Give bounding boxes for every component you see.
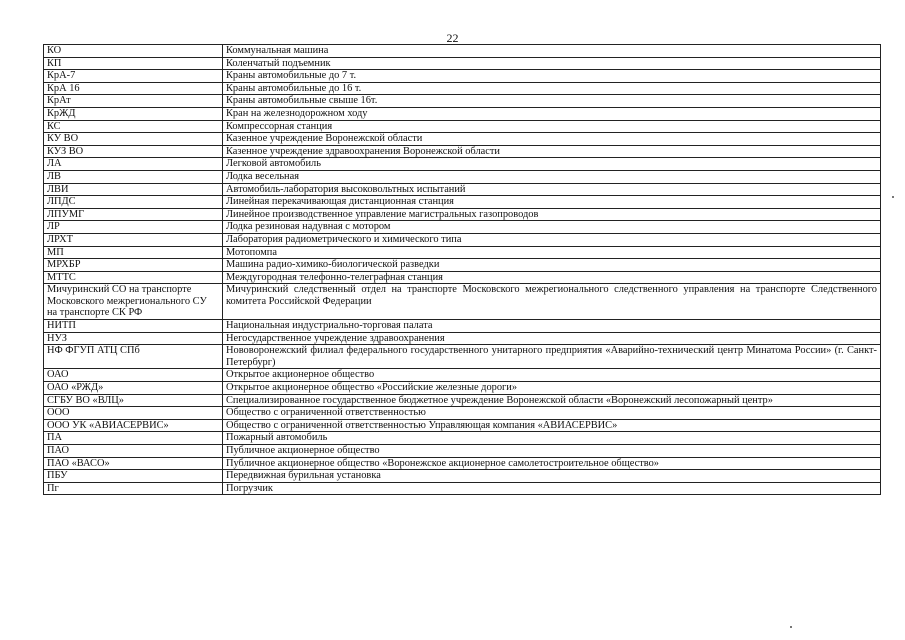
table-row [44, 320, 881, 333]
abbreviation-cell: КрАт [44, 95, 223, 108]
description-cell: Лодка резиновая надувная с мотором [223, 221, 881, 234]
abbreviation-cell: ПА [44, 432, 223, 445]
description-cell: Лодка весельная [223, 170, 881, 183]
table-row [44, 345, 881, 369]
description-cell: Линейная перекачивающая дистанционная станция [223, 196, 881, 209]
description-cell: Междугородная телефонно-телеграфная станция [223, 271, 881, 284]
abbreviation-cell: Пг [44, 482, 223, 495]
description-cell: Мичуринский следственный отдел на транспорте Московского межрегионального следственного управления на транспорте Следственного комитета Российской Федерации [223, 284, 881, 320]
table-row [44, 259, 881, 272]
abbreviation-cell: КП [44, 57, 223, 70]
table-row [44, 482, 881, 495]
abbreviation-cell: ЛВИ [44, 183, 223, 196]
description-cell: Общество с ограниченной ответственностью [223, 407, 881, 420]
description-cell: Кран на железнодорожном ходу [223, 107, 881, 120]
abbreviation-cell: ЛВ [44, 170, 223, 183]
abbreviation-cell: ЛПДС [44, 196, 223, 209]
table-row [44, 196, 881, 209]
description-cell: Публичное акционерное общество «Воронежское акционерное самолетостроительное общество» [223, 457, 881, 470]
description-cell: Легковой автомобиль [223, 158, 881, 171]
table-row [44, 57, 881, 70]
abbreviation-cell: КрЖД [44, 107, 223, 120]
description-cell: Негосударственное учреждение здравоохранения [223, 332, 881, 345]
description-cell: Специализированное государственное бюджетное учреждение Воронежской области «Воронежский лесопожарный центр» [223, 394, 881, 407]
abbreviation-cell: НФ ФГУП АТЦ СПб [44, 345, 223, 369]
abbreviation-cell: СГБУ ВО «ВЛЦ» [44, 394, 223, 407]
abbreviation-cell: КрА 16 [44, 82, 223, 95]
description-cell: Казенное учреждение Воронежской области [223, 133, 881, 146]
description-cell: Открытое акционерное общество «Российские железные дороги» [223, 382, 881, 395]
table-row [44, 271, 881, 284]
description-cell: Лаборатория радиометрического и химического типа [223, 233, 881, 246]
scan-speck-mark [892, 196, 894, 198]
table-row [44, 369, 881, 382]
table-row [44, 407, 881, 420]
table-row [44, 133, 881, 146]
table-row [44, 432, 881, 445]
abbreviation-cell: МП [44, 246, 223, 259]
abbreviation-cell: ЛРХТ [44, 233, 223, 246]
description-cell: Передвижная бурильная установка [223, 470, 881, 483]
table-row [44, 120, 881, 133]
abbreviations-table [43, 44, 881, 495]
description-cell: Автомобиль-лаборатория высоковольтных испытаний [223, 183, 881, 196]
table-row [44, 470, 881, 483]
table-row [44, 208, 881, 221]
abbreviation-cell: ПАО [44, 445, 223, 458]
table-row [44, 457, 881, 470]
description-cell: Краны автомобильные свыше 16т. [223, 95, 881, 108]
description-cell: Публичное акционерное общество [223, 445, 881, 458]
description-cell: Мотопомпа [223, 246, 881, 259]
description-cell: Краны автомобильные до 7 т. [223, 70, 881, 83]
abbreviation-cell: Мичуринский СО на транспорте Московского межрегионального СУ на транспорте СК РФ [44, 284, 223, 320]
table-row [44, 70, 881, 83]
table-row [44, 170, 881, 183]
table-row [44, 284, 881, 320]
description-cell: Общество с ограниченной ответственностью Управляющая компания «АВИАСЕРВИС» [223, 419, 881, 432]
table-row [44, 419, 881, 432]
abbreviation-cell: МТТС [44, 271, 223, 284]
table-row [44, 332, 881, 345]
description-cell: Казенное учреждение здравоохранения Воронежской области [223, 145, 881, 158]
abbreviation-cell: ООО УК «АВИАСЕРВИС» [44, 419, 223, 432]
table-row [44, 221, 881, 234]
abbreviation-cell: ЛПУМГ [44, 208, 223, 221]
abbreviation-cell: КУ ВО [44, 133, 223, 146]
description-cell: Погрузчик [223, 482, 881, 495]
page-number: 22 [446, 31, 459, 45]
abbreviation-cell: КС [44, 120, 223, 133]
description-cell: Национальная индустриально-торговая палата [223, 320, 881, 333]
abbreviations-table-body [44, 45, 881, 495]
table-row [44, 445, 881, 458]
abbreviation-cell: ПБУ [44, 470, 223, 483]
table-row [44, 158, 881, 171]
abbreviation-cell: НУЗ [44, 332, 223, 345]
table-row [44, 145, 881, 158]
scan-speck-mark [790, 626, 792, 628]
description-cell: Нововоронежский филиал федерального государственного унитарного предприятия «Аварийно-технический центр Минатома России» (г. Санкт-Петербург) [223, 345, 881, 369]
table-row [44, 394, 881, 407]
description-cell: Пожарный автомобиль [223, 432, 881, 445]
abbreviation-cell: НИТП [44, 320, 223, 333]
table-row [44, 382, 881, 395]
abbreviation-cell: ОАО [44, 369, 223, 382]
abbreviation-cell: ЛА [44, 158, 223, 171]
description-cell: Коммунальная машина [223, 45, 881, 58]
abbreviation-cell: КрА-7 [44, 70, 223, 83]
abbreviation-cell: ОАО «РЖД» [44, 382, 223, 395]
abbreviation-cell: КО [44, 45, 223, 58]
table-row [44, 95, 881, 108]
description-cell: Краны автомобильные до 16 т. [223, 82, 881, 95]
table-row [44, 82, 881, 95]
description-cell: Машина радио-химико-биологической разведки [223, 259, 881, 272]
description-cell: Компрессорная станция [223, 120, 881, 133]
table-row [44, 107, 881, 120]
abbreviation-cell: КУЗ ВО [44, 145, 223, 158]
table-row [44, 183, 881, 196]
abbreviation-cell: МРХБР [44, 259, 223, 272]
abbreviation-cell: ЛР [44, 221, 223, 234]
description-cell: Открытое акционерное общество [223, 369, 881, 382]
table-row [44, 246, 881, 259]
abbreviation-cell: ПАО «ВАСО» [44, 457, 223, 470]
table-row [44, 233, 881, 246]
table-row [44, 45, 881, 58]
abbreviation-cell: ООО [44, 407, 223, 420]
description-cell: Коленчатый подъемник [223, 57, 881, 70]
description-cell: Линейное производственное управление магистральных газопроводов [223, 208, 881, 221]
